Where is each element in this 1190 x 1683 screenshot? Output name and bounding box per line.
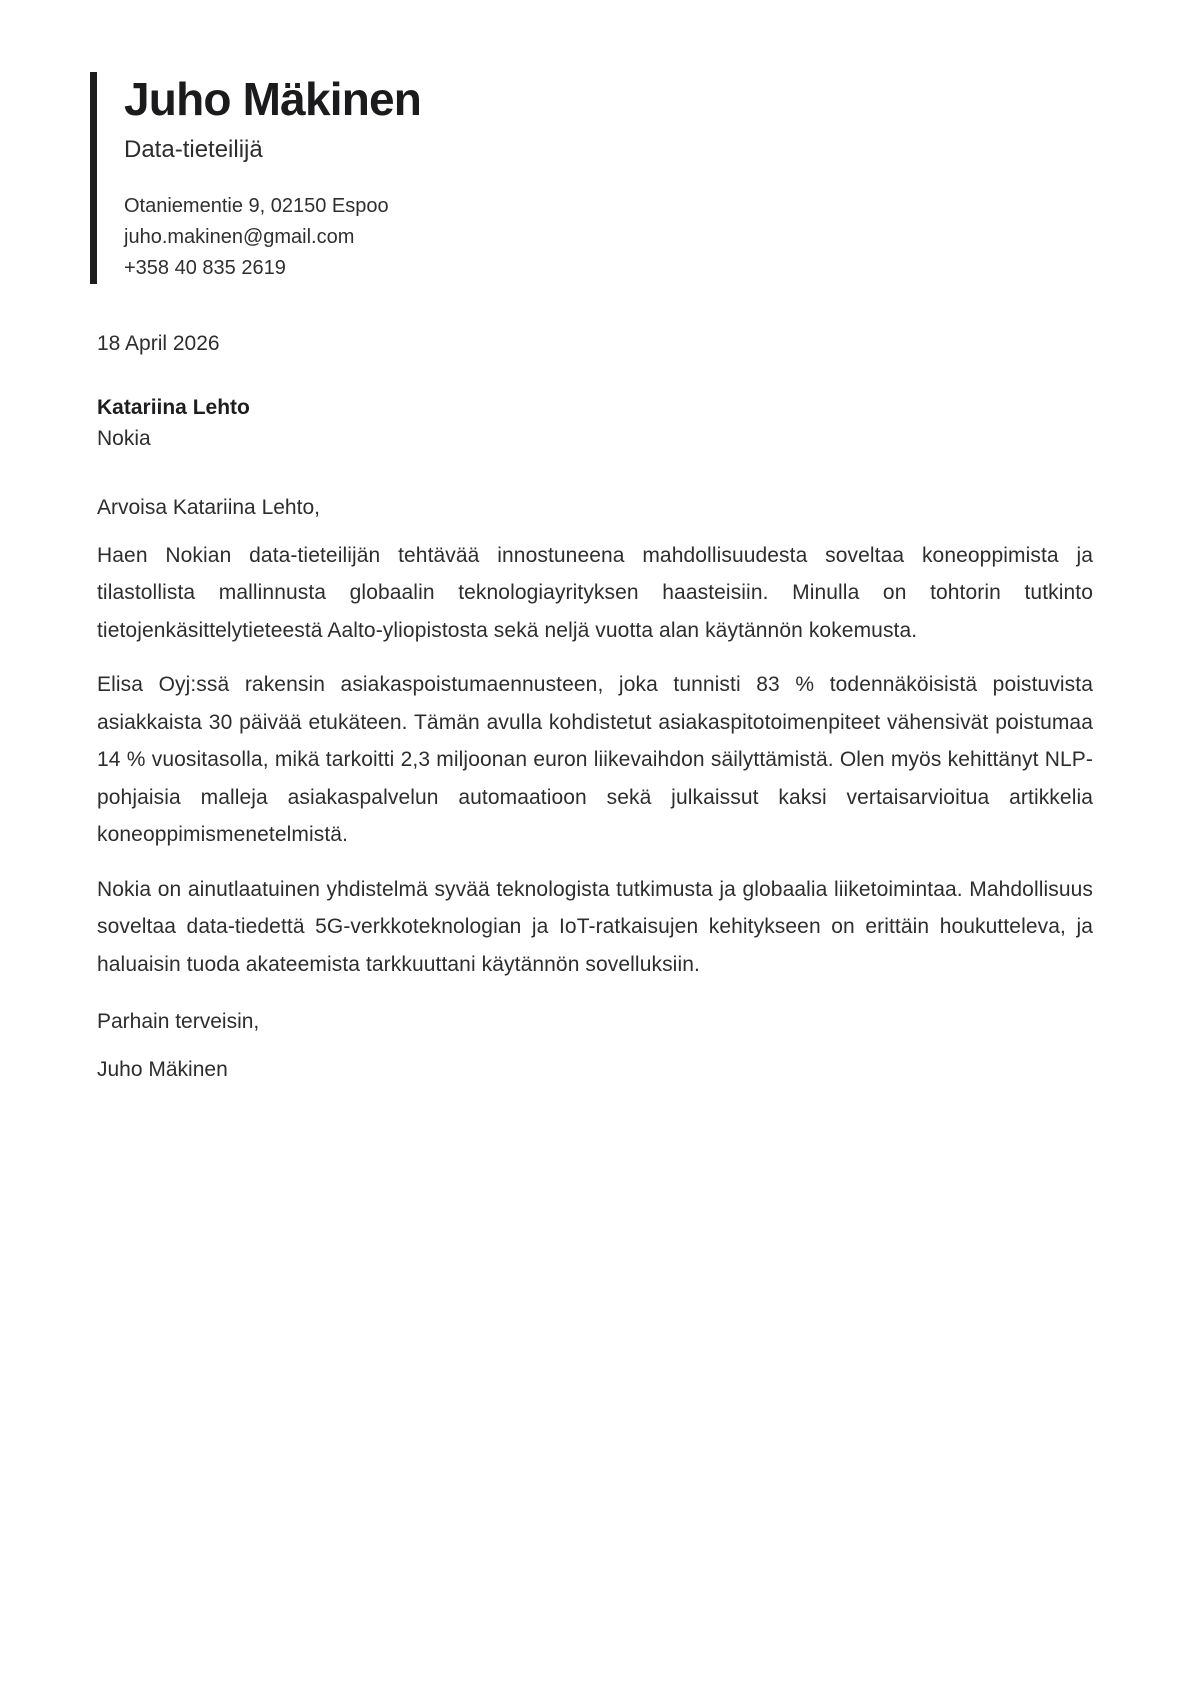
header-text: [124, 72, 421, 284]
recipient-company: Nokia: [97, 426, 151, 450]
recipient-block: [97, 392, 1093, 454]
applicant-title: Data-tieteilijä: [124, 135, 263, 163]
applicant-address: Otaniementie 9, 02150 Espoo: [124, 194, 389, 217]
signature: Juho Mäkinen: [97, 1057, 228, 1081]
recipient-name: Katariina Lehto: [97, 395, 250, 419]
body-paragraph: Elisa Oyj:ssä rakensin asiakaspoistumaennusteen, joka tunnisti 83 % todennäköisistä poistuvista asiakkaista 30 päivää etukäteen. Tämän avulla kohdistetut asiakaspitotoimenpiteet vähensivät poistumaa 14 % vuositasolla, mikä tarkoitti 2,3 miljoonan euron liikevaihdon säilyttämistä. Olen myös kehittänyt NLP-pohjaisia malleja asiakaspalvelun automaatioon sekä julkaissut kaksi vertaisarvioitua artikkelia koneoppimismenetelmistä.: [97, 673, 1093, 847]
letter-header: [90, 72, 1093, 284]
accent-bar: [90, 72, 97, 284]
letter-body: [0, 332, 1190, 1089]
letter-date: 18 April 2026: [97, 331, 220, 355]
body-paragraph: Nokia on ainutlaatuinen yhdistelmä syvää teknologista tutkimusta ja globaalia liiketoimintaa. Mahdollisuus soveltaa data-tiedettä 5G-verkkoteknologian ja IoT-ratkaisujen kehitykseen on erittäin houkutteleva, ja haluaisin tuoda akateemista tarkkuuttani käytännön sovelluksiin.: [97, 877, 1093, 976]
applicant-name: Juho Mäkinen: [124, 73, 422, 125]
closing: Parhain terveisin,: [97, 1010, 260, 1034]
salutation: Arvoisa Katariina Lehto,: [97, 495, 320, 519]
body-paragraph: Haen Nokian data-tieteilijän tehtävää innostuneena mahdollisuudesta soveltaa koneoppimista ja tilastollista mallinnusta globaalin teknologiayrityksen haasteisiin. Minulla on tohtorin tutkinto tietojenkäsittelytieteestä Aalto-yliopistosta sekä neljä vuotta alan käytännön kokemusta.: [97, 543, 1093, 642]
applicant-email: juho.makinen@gmail.com: [124, 225, 355, 248]
contact-block: [124, 191, 421, 284]
applicant-phone: +358 40 835 2619: [124, 256, 286, 279]
